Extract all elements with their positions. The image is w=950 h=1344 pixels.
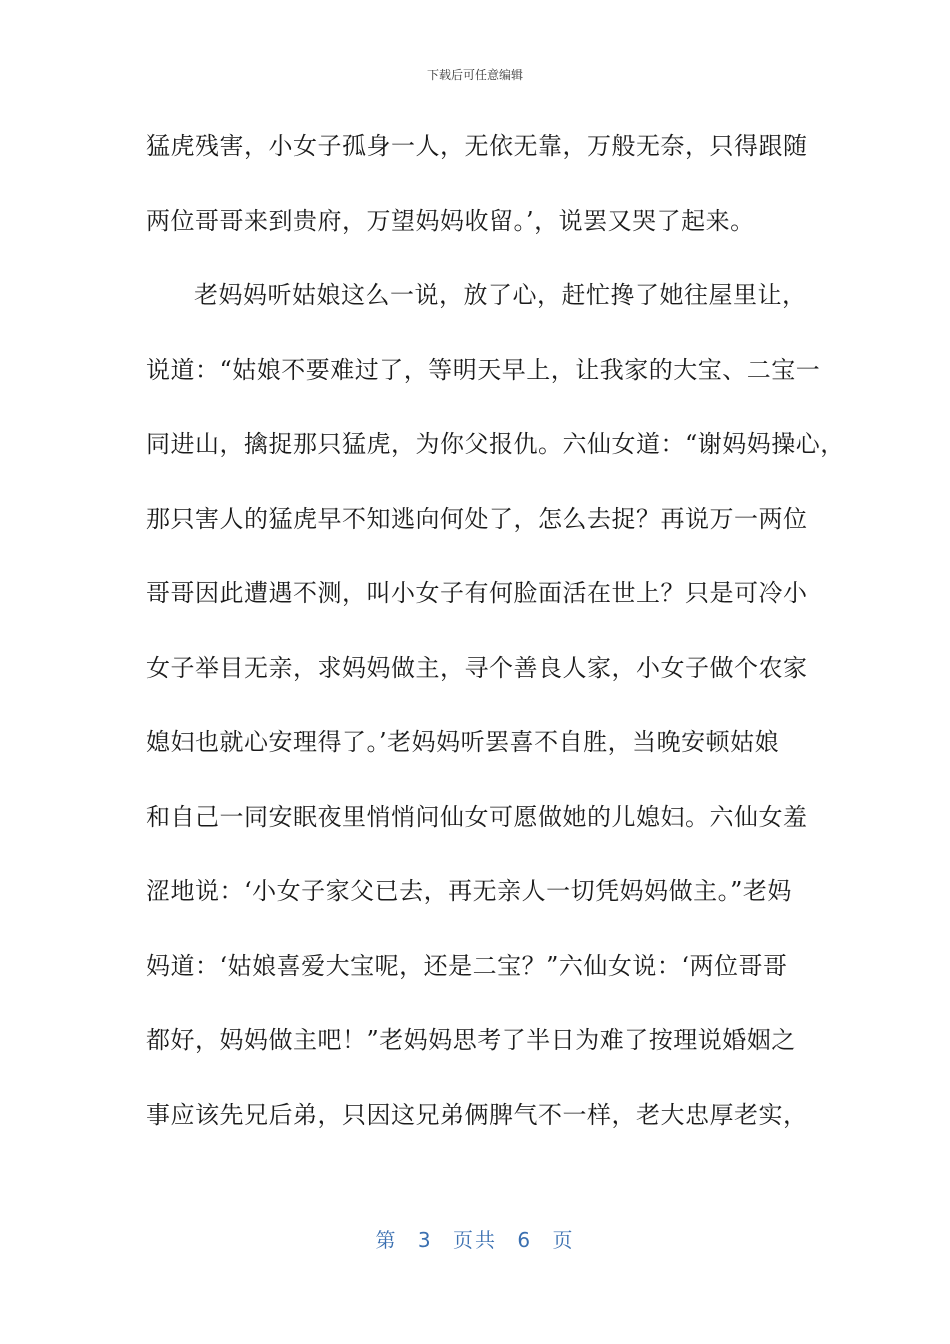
text-line: 哥哥因此遭遇不测，叫小女子有何脸面活在世上？只是可冷小 — [146, 579, 808, 607]
text-line: 和自己一同安眠夜里悄悄问仙女可愿做她的儿媳妇。六仙女羞 — [146, 802, 808, 831]
text-line: 两位哥哥来到贵府，万望妈妈收留。’，说罢又哭了起来。 — [146, 206, 755, 235]
page-footer — [0, 1224, 950, 1253]
text-line: 涩地说：‘小女子家父已去，再无亲人一切凭妈妈做主。”老妈 — [146, 877, 792, 905]
text-line: 女子举目无亲，求妈妈做主，寻个善良人家，小女子做个农家 — [146, 653, 808, 682]
text-line: 都好，妈妈做主吧！”老妈妈思考了半日为难了按理说婚姻之 — [146, 1026, 796, 1054]
page-label-prefix: 第 — [375, 1228, 398, 1252]
text-line: 说道：“姑娘不要难过了，等明天早上，让我家的大宝、二宝一 — [146, 355, 821, 384]
text-line: 妈道：‘姑娘喜爱大宝呢，还是二宝？”六仙女说：‘两位哥哥 — [146, 951, 788, 980]
text-line: 媳妇也就心安理得了。’老妈妈听罢喜不自胜，当晚安顿姑娘 — [146, 728, 780, 756]
text-line: 那只害人的猛虎早不知逃向何处了，怎么去捉？再说万一两位 — [146, 504, 808, 533]
total-page-number: 6 — [517, 1228, 533, 1252]
body-text — [146, 126, 845, 1169]
current-page-number: 3 — [417, 1228, 433, 1252]
page-label-middle: 页共 — [453, 1228, 497, 1252]
text-line: 同进山，擒捉那只猛虎，为你父报仇。六仙女道：“谢妈妈操心， — [146, 430, 845, 458]
page-label-suffix: 页 — [552, 1228, 575, 1252]
page-header: 下载后可任意编辑 — [426, 68, 523, 82]
text-line: 老妈妈听姑娘这么一说，放了心，赶忙搀了她往屋里让， — [194, 281, 807, 309]
text-line: 事应该先兄后弟，只因这兄弟俩脾气不一样，老大忠厚老实， — [146, 1100, 808, 1129]
text-line: 猛虎残害，小女子孤身一人，无依无靠，万般无奈，只得跟随 — [146, 132, 808, 160]
